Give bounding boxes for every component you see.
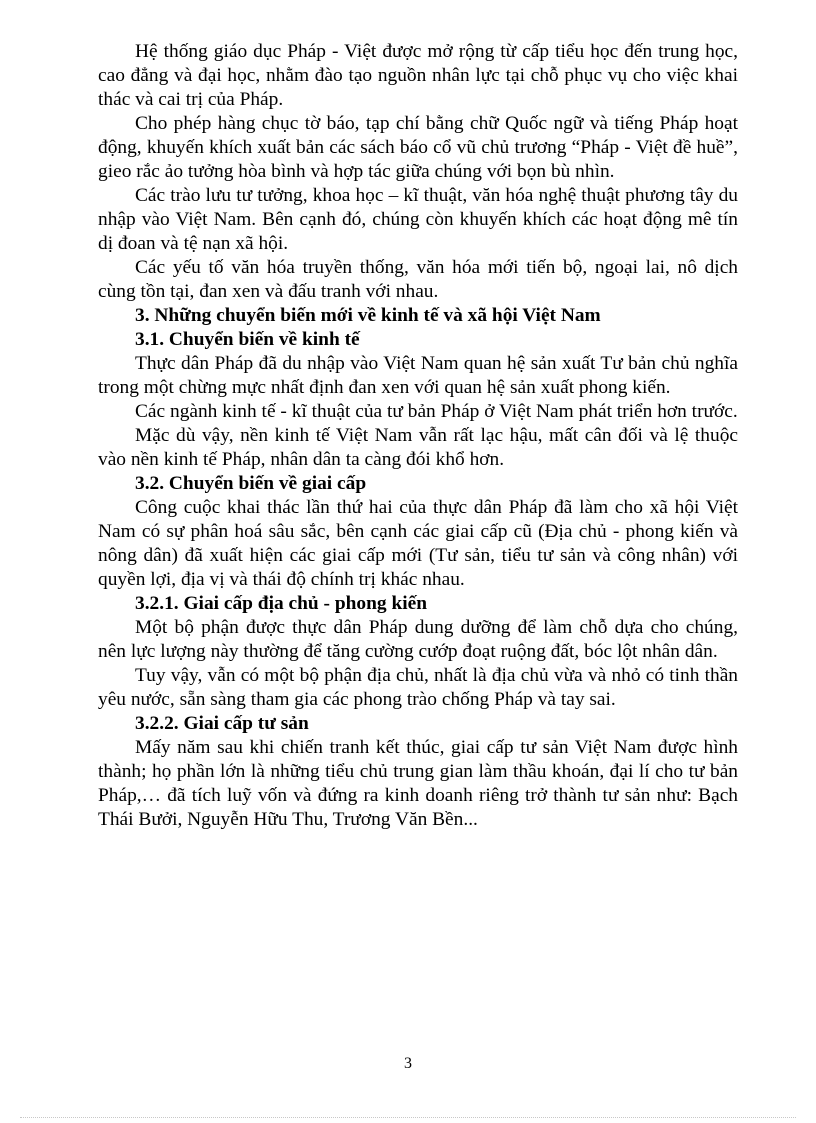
subsection-heading-classes: 3.2. Chuyển biến về giai cấp xyxy=(135,473,367,494)
paragraph-education-system: Hệ thống giáo dục Pháp - Việt được mở rộng từ cấp tiểu học đến trung học, cao đẳng và đại học, nhằm đào tạo nguồn nhân lực tại chỗ phục vụ cho việc khai thác và cai trị của Pháp. xyxy=(98,41,738,110)
subsection-heading-landlords: 3.2.1. Giai cấp địa chủ - phong kiến xyxy=(135,593,428,614)
paragraph-backward-economy: Mặc dù vậy, nền kinh tế Việt Nam vẫn rất lạc hậu, mất cân đối và lệ thuộc vào nền kinh tế Pháp, nhân dân ta càng đói khổ hơn. xyxy=(98,425,738,470)
document-body xyxy=(98,40,738,832)
subsection-heading-bourgeoisie: 3.2.2. Giai cấp tư sản xyxy=(135,713,309,734)
subsection-heading-economy: 3.1. Chuyển biến về kinh tế xyxy=(135,329,360,350)
paragraph-capitalism: Thực dân Pháp đã du nhập vào Việt Nam quan hệ sản xuất Tư bản chủ nghĩa trong một chừng mực nhất định đan xen với quan hệ sản xuất phong kiến. xyxy=(98,353,738,398)
page-bottom-divider xyxy=(20,1117,796,1118)
paragraph-bourgeoisie: Mấy năm sau khi chiến tranh kết thúc, giai cấp tư sản Việt Nam được hình thành; họ phần lớn là những tiểu chủ trung gian làm thầu khoán, đại lí cho tư bản Pháp,… đã tích luỹ vốn và đứng ra kinh doanh riêng trở thành tư sản như: Bạch Thái Bưởi, Nguyễn Hữu Thu, Trương Văn Bền... xyxy=(98,737,738,830)
paragraph-press: Cho phép hàng chục tờ báo, tạp chí bằng chữ Quốc ngữ và tiếng Pháp hoạt động, khuyến khích xuất bản các sách báo cổ vũ chủ trương “Pháp - Việt đề huề”, gieo rắc ảo tưởng hòa bình và hợp tác giữa chúng với bọn bù nhìn. xyxy=(98,113,738,182)
page-number: 3 xyxy=(404,1055,412,1072)
paragraph-landlords-support: Một bộ phận được thực dân Pháp dung dưỡng để làm chỗ dựa cho chúng, nên lực lượng này thường để tăng cường cướp đoạt ruộng đất, bóc lột nhân dân. xyxy=(98,617,738,662)
paragraph-western-trends: Các trào lưu tư tưởng, khoa học – kĩ thuật, văn hóa nghệ thuật phương tây du nhập vào Việt Nam. Bên cạnh đó, chúng còn khuyến khích các hoạt động mê tín dị đoan và tệ nạn xã hội. xyxy=(98,185,738,254)
paragraph-class-division: Công cuộc khai thác lần thứ hai của thực dân Pháp đã làm cho xã hội Việt Nam có sự phân hoá sâu sắc, bên cạnh các giai cấp cũ (Địa chủ - phong kiến và nông dân) đã xuất hiện các giai cấp mới (Tư sản, tiểu tư sản và công nhân) với quyền lợi, địa vị và thái độ chính trị khác nhau. xyxy=(98,497,738,590)
paragraph-economic-sectors: Các ngành kinh tế - kĩ thuật của tư bản Pháp ở Việt Nam phát triển hơn trước. xyxy=(135,401,738,422)
paragraph-cultural-factors: Các yếu tố văn hóa truyền thống, văn hóa mới tiến bộ, ngoại lai, nô dịch cùng tồn tại, đan xen và đấu tranh với nhau. xyxy=(98,257,738,302)
section-heading-changes: 3. Những chuyển biến mới về kinh tế và xã hội Việt Nam xyxy=(135,305,601,326)
paragraph-patriotic-landlords: Tuy vậy, vẫn có một bộ phận địa chủ, nhất là địa chủ vừa và nhỏ có tinh thần yêu nước, sẵn sàng tham gia các phong trào chống Pháp và tay sai. xyxy=(98,665,738,710)
